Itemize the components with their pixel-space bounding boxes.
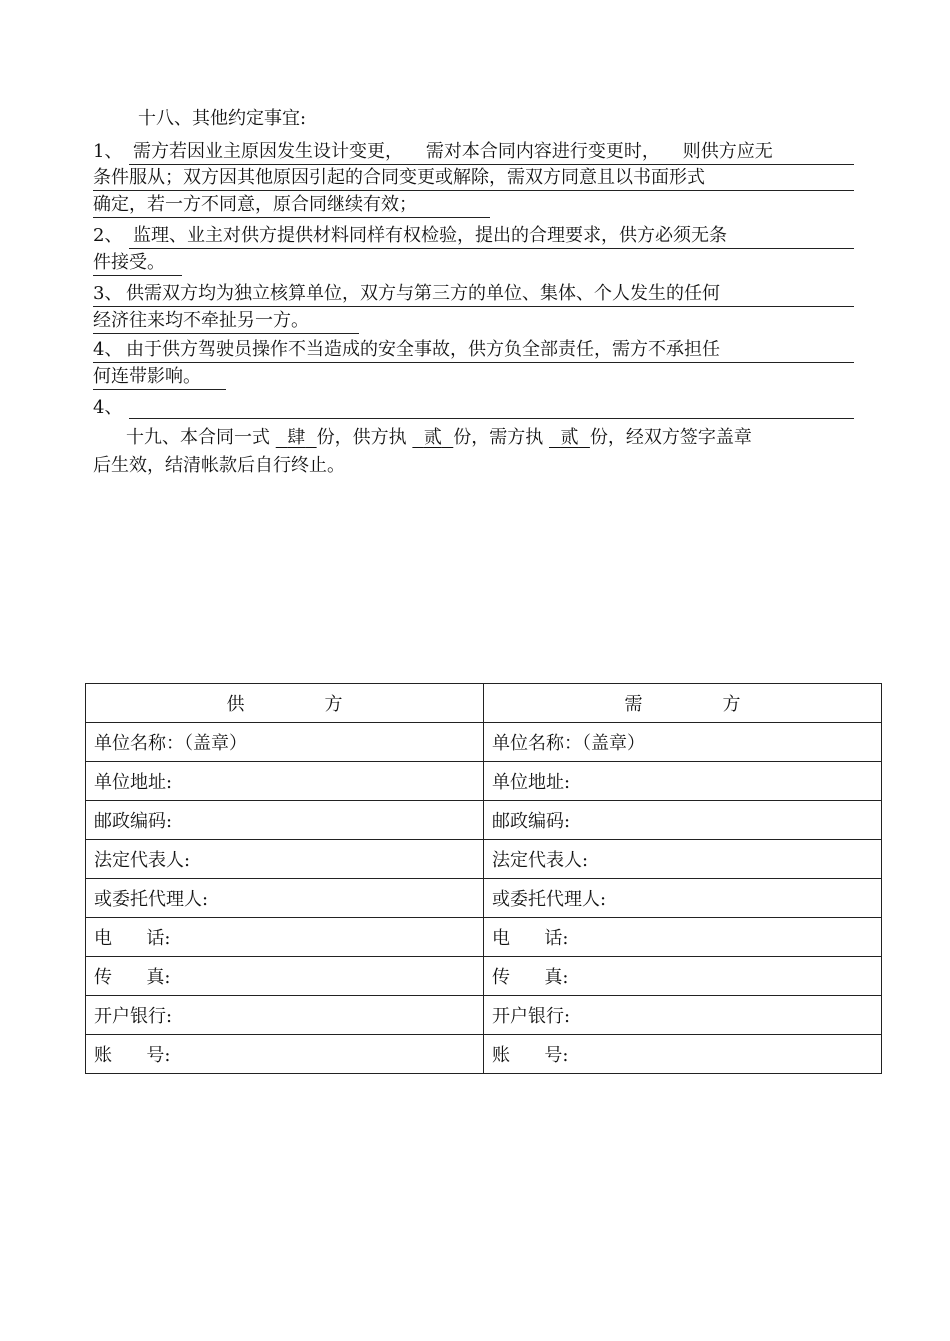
clause18-item1-line2: 条件服从；双方因其他原因引起的合同变更或解除，需双方同意且以书面形式 [93,167,705,188]
table-row [86,918,882,957]
buyer-field-name: 单位名称：（盖章） [484,723,882,762]
table-row [86,723,882,762]
underline [129,164,854,165]
buyer-header: 需 方 [484,684,882,723]
table-header-row [86,684,882,723]
underline [93,389,226,390]
table-row [86,840,882,879]
buyer-field-legal-rep: 法定代表人: [484,840,882,879]
underline [129,248,854,249]
table-row [86,801,882,840]
clause18-heading: 十八、其他约定事宜: [138,108,307,129]
clause19-text-c: 份，需方执 [453,427,550,448]
clause19-text-b: 份，供方执 [316,427,413,448]
buyer-field-address: 单位地址: [484,762,882,801]
clause19-text-d: 份，经双方签字盖章 [589,427,752,448]
clause19-line1 [126,427,752,449]
clause19-line2: 后生效，结清帐款后自行终止。 [93,455,345,476]
buyer-field-account: 账 号: [484,1035,882,1074]
supplier-field-account: 账 号: [86,1035,484,1074]
clause18-item4-number: 4、 [93,339,123,360]
buyer-field-agent: 或委托代理人: [484,879,882,918]
buyer-field-postcode: 邮政编码: [484,801,882,840]
parties-table [85,683,882,1074]
clause18-item2-line1: 监理、业主对供方提供材料同样有权检验，提出的合理要求，供方必须无条 [133,225,727,246]
underline [93,217,490,218]
blank-fill-line [129,418,854,419]
table-row [86,1035,882,1074]
table-row [86,879,882,918]
underline [93,333,359,334]
clause19-text-a: 十九、本合同一式 [126,427,276,448]
supplier-field-bank: 开户银行: [86,996,484,1035]
supplier-field-phone: 电 话: [86,918,484,957]
clause18-item3-line1: 供需双方均为独立核算单位，双方与第三方的单位、集体、个人发生的任何 [126,283,720,304]
buyer-field-bank: 开户银行: [484,996,882,1035]
clause19-copies-buyer: 贰 [560,427,579,448]
supplier-field-address: 单位地址: [86,762,484,801]
underline [93,275,182,276]
buyer-field-phone: 电 话: [484,918,882,957]
supplier-field-fax: 传 真: [86,957,484,996]
table-row [86,996,882,1035]
supplier-field-name: 单位名称：（盖章） [86,723,484,762]
clause18-item1-line1: 需方若因业主原因发生设计变更， 需对本合同内容进行变更时， 则供方应无 [133,141,773,162]
clause18-item1-line3: 确定，若一方不同意，原合同继续有效； [93,194,417,215]
supplier-field-legal-rep: 法定代表人: [86,840,484,879]
clause18-item2-number: 2、 [93,225,123,246]
supplier-field-agent: 或委托代理人: [86,879,484,918]
clause18-item3-number: 3、 [93,283,123,304]
clause18-item1-number: 1、 [93,141,123,162]
underline [93,190,854,191]
supplier-header: 供 方 [86,684,484,723]
buyer-field-fax: 传 真: [484,957,882,996]
clause18-item4-line1: 由于供方驾驶员操作不当造成的安全事故，供方负全部责任，需方不承担任 [126,339,720,360]
table-row [86,957,882,996]
table-row [86,762,882,801]
clause18-item5-number: 4、 [93,397,123,418]
clause18-item4-line2: 何连带影响。 [93,366,201,387]
clause18-item2-line2: 件接受。 [93,252,165,273]
clause18-item3-line2: 经济往来均不牵扯另一方。 [93,310,309,331]
underline [93,306,854,307]
clause19-copies-total: 肆 [287,427,306,448]
underline [93,362,854,363]
supplier-field-postcode: 邮政编码: [86,801,484,840]
clause19-copies-supplier: 贰 [423,427,442,448]
